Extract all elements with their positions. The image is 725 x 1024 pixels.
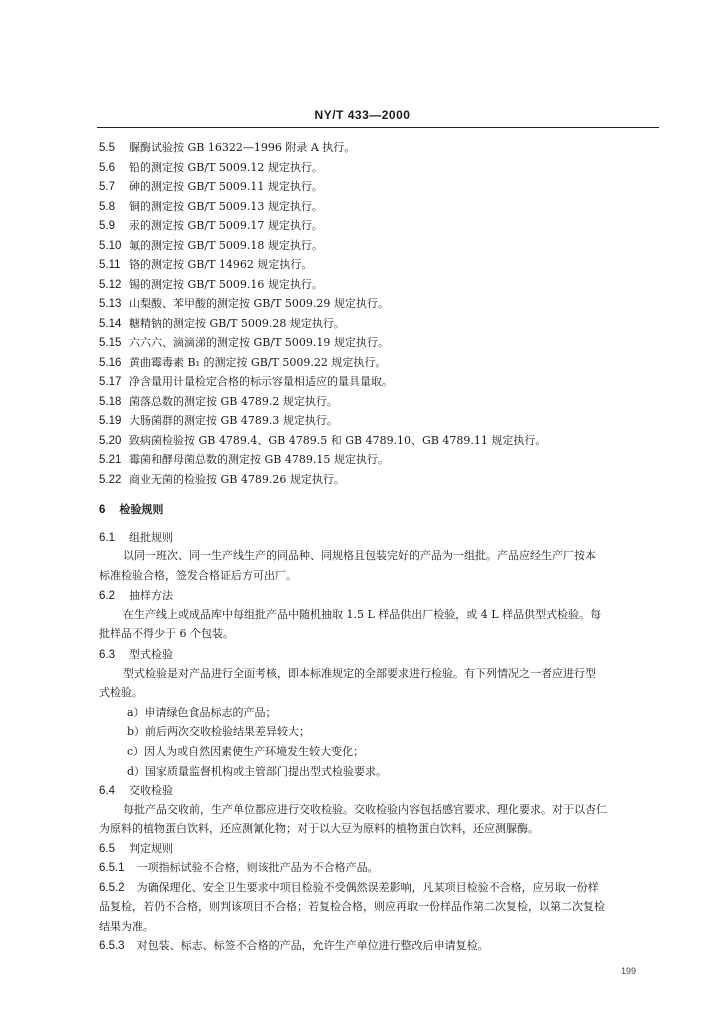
clause-item [99, 141, 355, 155]
clause-item [99, 356, 386, 370]
clause-number: 6.3 [99, 649, 115, 661]
clause-text: 六六六、滴滴涕的测定按 GB/T 5009.19 规定执行。 [129, 336, 389, 349]
clause-title: 组批规则 [129, 531, 173, 544]
clause-number: 5.13 [99, 298, 122, 310]
clause-item [99, 395, 338, 409]
clause-item [99, 200, 323, 214]
clause-number: 6.4 [99, 785, 115, 797]
clause-item [99, 239, 323, 253]
paragraph: 式检验。 [99, 686, 143, 699]
clause-number: 6.1 [99, 532, 115, 544]
clause-number: 5.14 [99, 317, 122, 330]
clause-number: 6.5.1 [99, 862, 125, 874]
clause-number: 5.18 [99, 395, 122, 408]
clause-number: 5.19 [99, 415, 122, 427]
clause-item [99, 297, 389, 311]
clause-text: 砷的测定按 GB/T 5009.11 规定执行。 [129, 180, 323, 193]
clause-text: 对包装、标志、标签不合格的产品，允许生产单位进行整改后申请复检。 [136, 939, 489, 952]
clause-number: 5.20 [99, 434, 122, 447]
clause-item [99, 453, 389, 467]
clause-text: 脲酶试验按 GB 16322—1996 附录 A 执行。 [129, 141, 356, 154]
clause-text: 铬的测定按 GB/T 14962 规定执行。 [129, 258, 313, 271]
list-item: d）国家质量监督机构或主管部门提出型式检验要求。 [127, 765, 388, 778]
section-title: 检验规则 [119, 503, 164, 516]
clause-text: 菌落总数的测定按 GB 4789.2 规定执行。 [129, 394, 338, 408]
paragraph: 批样品不得少于 6 个包装。 [99, 627, 234, 640]
clause-text: 糖精钠的测定按 GB/T 5009.28 规定执行。 [129, 316, 345, 330]
clause-6-1-heading [99, 531, 173, 545]
page-number: 199 [621, 966, 637, 976]
clause-number: 5.17 [99, 376, 122, 388]
clause-6-3-heading [99, 648, 173, 662]
paragraph: 型式检验是对产品进行全面考核，即本标准规定的全部要求进行检验。有下列情况之一者应进行型 [123, 667, 596, 680]
clause-item [99, 161, 323, 175]
clause-number: 5.16 [99, 356, 122, 369]
clause-text: 净含量用计量检定合格的标示容量相适应的量具量取。 [129, 375, 393, 388]
clause-item [99, 473, 345, 487]
clause-6-5-heading [99, 842, 173, 856]
clause-text: 氟的测定按 GB/T 5009.18 规定执行。 [129, 238, 323, 252]
header-rule [97, 127, 659, 128]
clause-6-4-heading [99, 784, 173, 798]
clause-number: 5.10 [99, 239, 122, 252]
clause-text: 锡的测定按 GB/T 5009.16 规定执行。 [129, 277, 323, 291]
clause-number: 5.8 [99, 200, 115, 213]
clause-6-2-heading [99, 589, 173, 603]
paragraph: 品复检，若仍不合格，则判该项目不合格；若复检合格，则应再取一份样品作第二次复检，以第二次复检 [99, 900, 605, 913]
clause-text: 致病菌检验按 GB 4789.4、GB 4789.5 和 GB 4789.10、GB 4789.11 规定执行。 [129, 433, 547, 447]
clause-item [99, 414, 338, 428]
clause-number: 5.15 [99, 337, 122, 349]
paragraph: 每批产品交收前，生产单位都应进行交收检验。交收检验内容包括感官要求、理化要求。对于以杏仁 [123, 803, 607, 816]
list-item: c）因人为或自然因素使生产环境发生较大变化； [127, 745, 365, 758]
clause-number: 6.5.3 [99, 940, 125, 952]
clause-title: 判定规则 [129, 842, 173, 855]
clause-title: 交收检验 [129, 784, 173, 797]
clause-text: 汞的测定按 GB/T 5009.17 规定执行。 [129, 219, 323, 232]
clause-title: 抽样方法 [129, 589, 173, 602]
clause-number: 6.5 [99, 843, 115, 855]
clause-number: 5.11 [99, 259, 121, 271]
clause-text: 黄曲霉毒素 B₁ 的测定按 GB/T 5009.22 规定执行。 [129, 355, 387, 369]
clause-text: 铅的测定按 GB/T 5009.12 规定执行。 [129, 160, 323, 174]
clause-number: 5.5 [99, 142, 115, 154]
clause-6-5-2 [99, 881, 599, 895]
clause-number: 5.9 [99, 220, 115, 232]
clause-6-5-3 [99, 939, 489, 953]
clause-item [99, 278, 323, 292]
clause-text: 霉菌和酵母菌总数的测定按 GB 4789.15 规定执行。 [129, 453, 389, 466]
clause-item [99, 219, 323, 233]
clause-number: 5.6 [99, 161, 115, 174]
clause-number: 5.7 [99, 181, 115, 193]
clause-number: 5.22 [99, 473, 122, 486]
paragraph: 以同一班次、同一生产线生产的同品种、同规格且包装完好的产品为一组批。产品应经生产厂按本 [123, 549, 596, 562]
clause-item [99, 434, 546, 448]
section-number: 6 [99, 504, 106, 516]
list-item: b）前后两次交收检验结果差异较大； [127, 725, 311, 738]
clause-number: 6.5.2 [99, 882, 125, 894]
clause-text: 为确保理化、安全卫生要求中项目检验不受偶然误差影响，凡某项目检验不合格，应另取一份样 [136, 881, 599, 894]
clause-text: 山梨酸、苯甲酸的测定按 GB/T 5009.29 规定执行。 [129, 297, 389, 310]
paragraph: 为原料的植物蛋白饮料，还应测氰化物；对于以大豆为原料的植物蛋白饮料，还应测脲酶。 [99, 822, 539, 835]
clause-item [99, 336, 389, 350]
clause-text: 商业无菌的检验按 GB 4789.26 规定执行。 [129, 472, 345, 486]
paragraph: 在生产线上或成品库中每组批产品中随机抽取 1.5 L 样品供出厂检验，或 4 L 样品供型式检验。每 [123, 608, 602, 621]
clause-item [99, 180, 323, 194]
clause-item [99, 317, 345, 331]
clause-text: 一项指标试验不合格，则该批产品为不合格产品。 [136, 861, 379, 874]
clause-text: 铜的测定按 GB/T 5009.13 规定执行。 [129, 199, 323, 213]
clause-6-5-1 [99, 861, 379, 875]
paragraph: 标准检验合格，签发合格证后方可出厂。 [99, 569, 297, 582]
clause-number: 5.21 [99, 454, 122, 466]
clause-number: 5.12 [99, 278, 122, 291]
clause-text: 大肠菌群的测定按 GB 4789.3 规定执行。 [129, 414, 338, 427]
list-item: a）申请绿色食品标志的产品； [127, 706, 277, 719]
section-6-heading [99, 503, 163, 517]
clause-title: 型式检验 [129, 648, 173, 661]
clause-number: 6.2 [99, 590, 115, 602]
clause-item [99, 375, 393, 389]
document-header-code: NY/T 433—2000 [314, 108, 411, 122]
clause-item [99, 258, 312, 272]
paragraph: 结果为准。 [99, 920, 154, 933]
